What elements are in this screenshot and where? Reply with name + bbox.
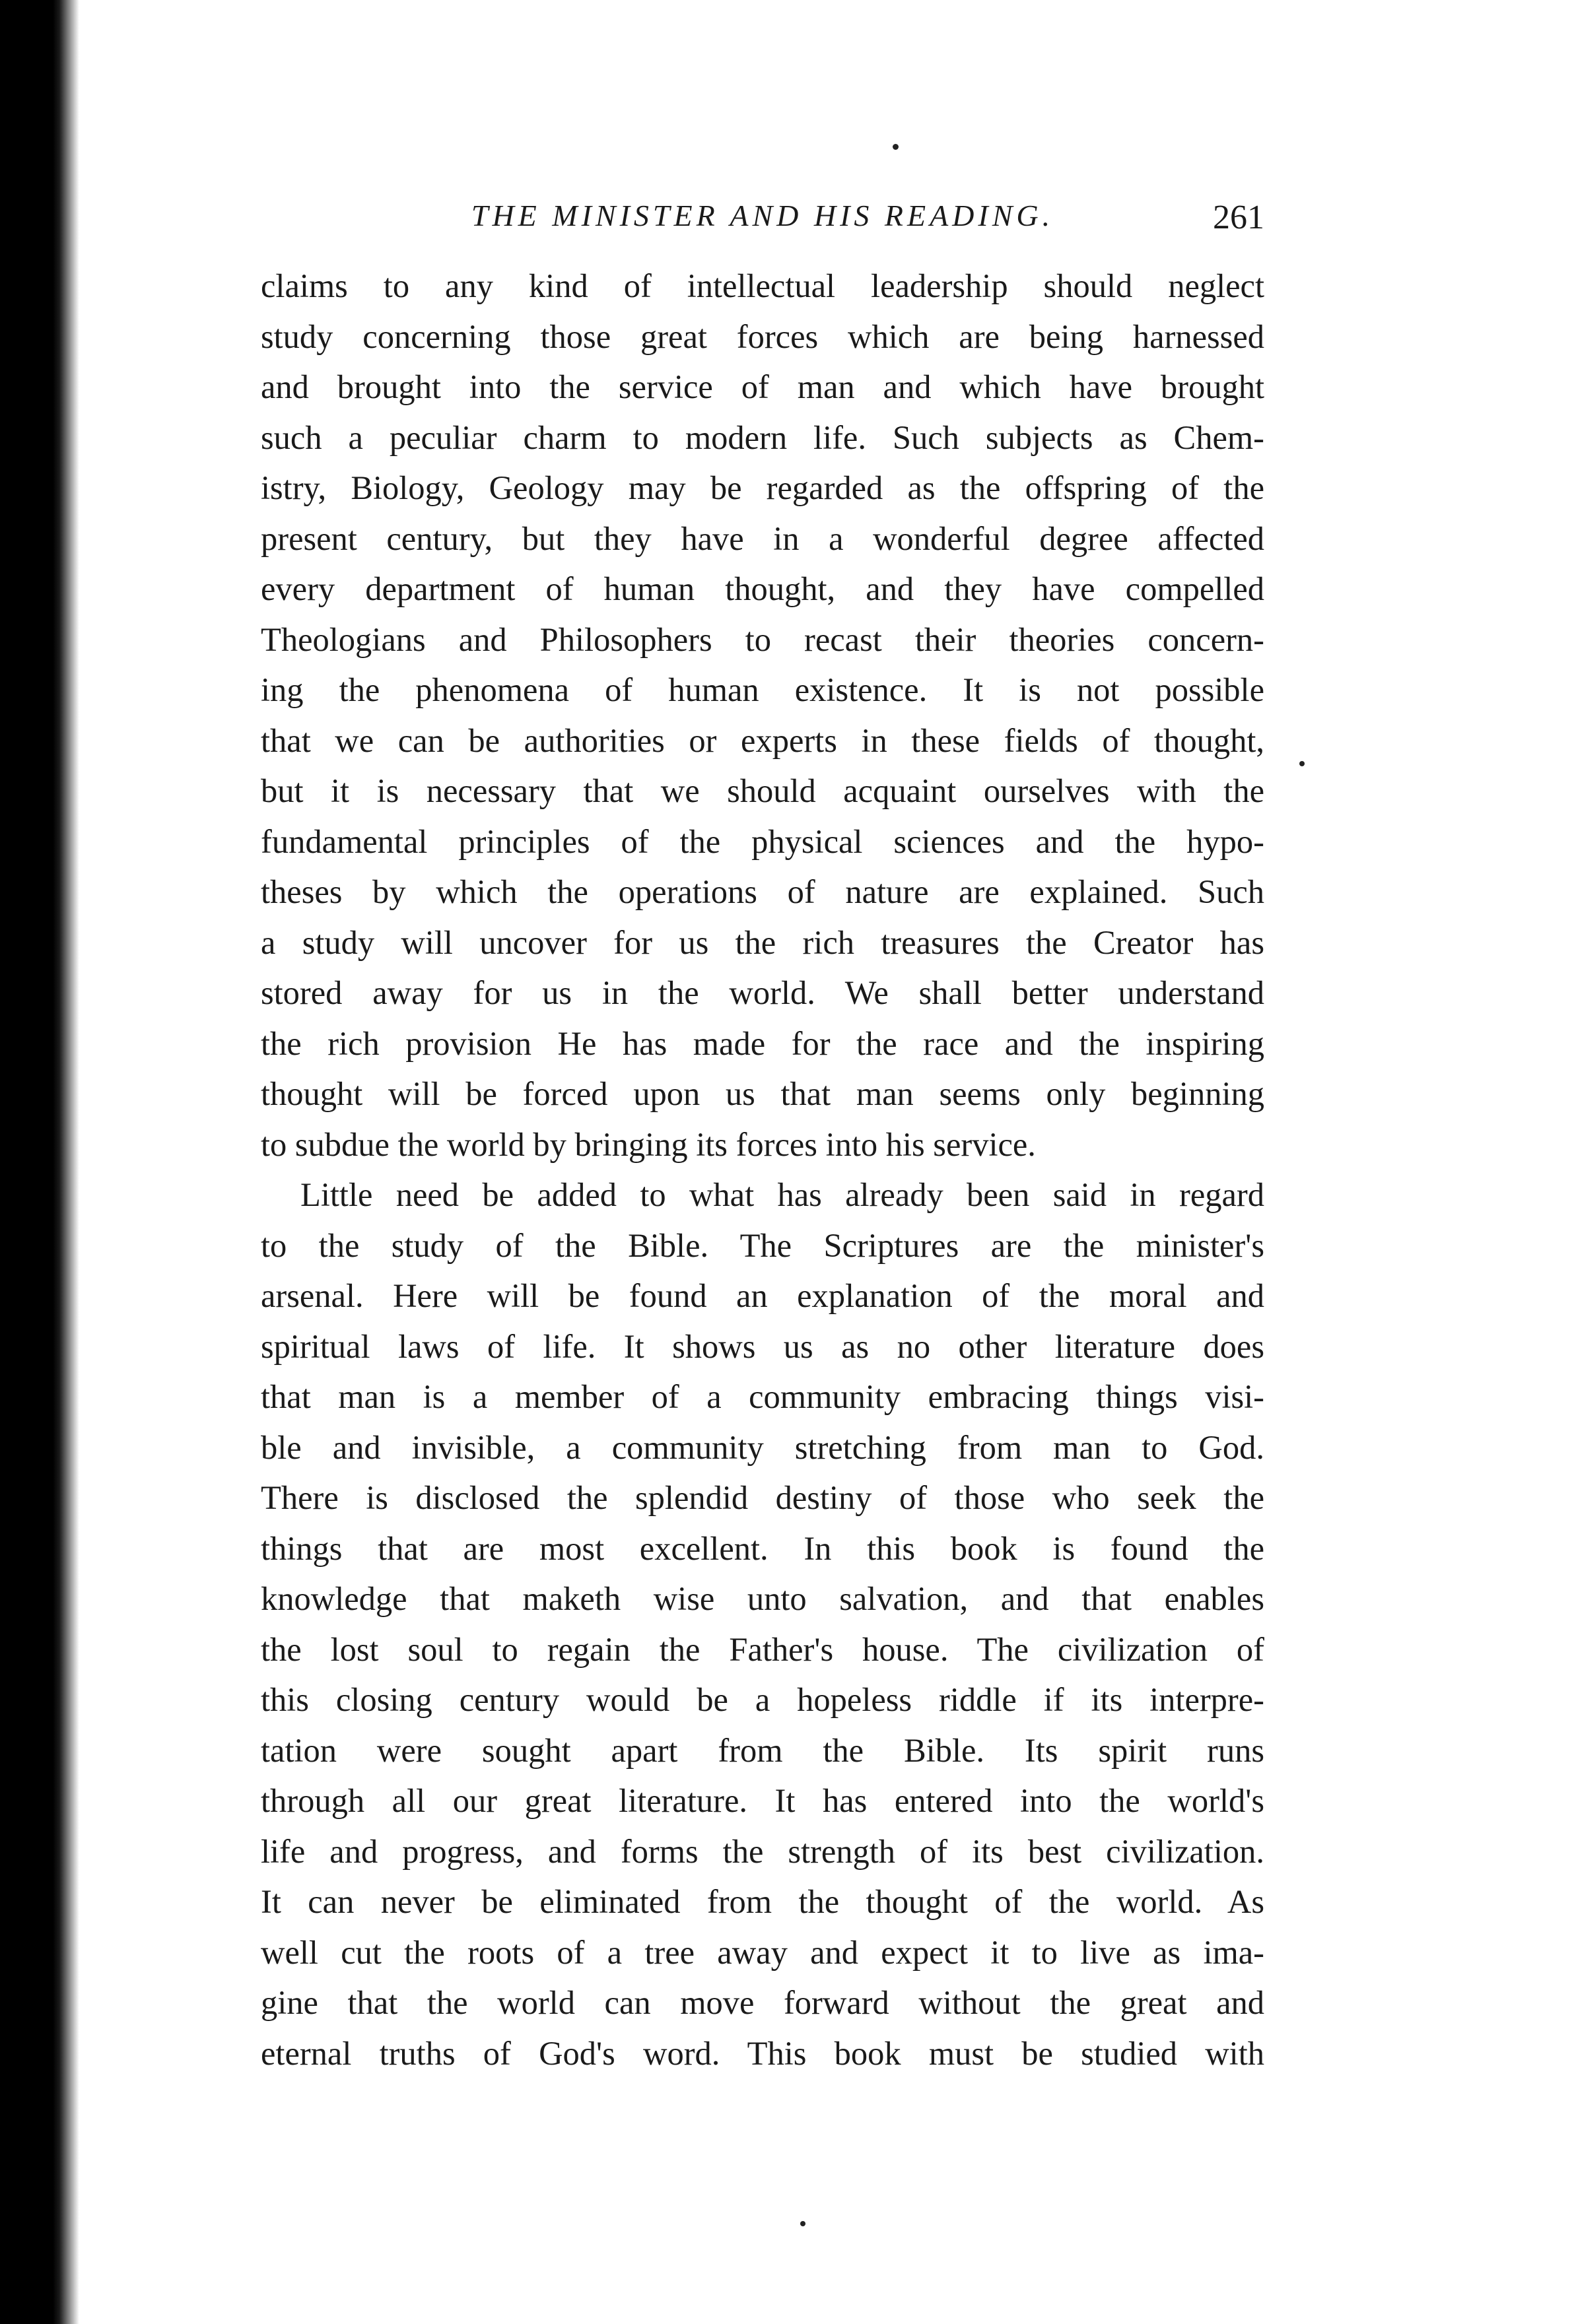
print-speck <box>1299 761 1305 766</box>
page-binding-edge <box>0 0 79 2324</box>
text-line: stored away for us in the world. We shall better understand <box>261 974 1264 1011</box>
text-line: There is disclosed the splendid destiny of those who seek the <box>261 1479 1264 1516</box>
text-line: knowledge that maketh wise unto salvation, and that enables <box>261 1580 1264 1617</box>
paragraph <box>261 1170 1264 2078</box>
text-line: a study will uncover for us the rich treasures the Creator has <box>261 923 1264 961</box>
text-line: fundamental principles of the physical sciences and the hypo- <box>261 822 1264 860</box>
text-line: to subdue the world by bringing its forces into his service. <box>261 1125 1036 1163</box>
text-line: through all our great literature. It has entered into the world's <box>261 1782 1264 1819</box>
text-line: It can never be eliminated from the thought of the world. As <box>261 1883 1264 1920</box>
text-line: study concerning those great forces which are being harnessed <box>261 317 1264 355</box>
text-line: that we can be authorities or experts in these fields of thought, <box>261 721 1264 759</box>
text-line: Little need be added to what has already been said in regard <box>300 1176 1264 1213</box>
text-line: arsenal. Here will be found an explanation of the moral and <box>261 1277 1264 1314</box>
text-line: well cut the roots of a tree away and expect it to live as ima- <box>261 1933 1264 1971</box>
text-line: istry, Biology, Geology may be regarded as the offspring of the <box>261 469 1264 506</box>
text-line: but it is necessary that we should acquaint ourselves with the <box>261 772 1264 809</box>
text-line: Theologians and Philosophers to recast their theories concern- <box>261 620 1264 658</box>
text-line: life and progress, and forms the strength of its best civilization. <box>261 1832 1264 1870</box>
text-line: present century, but they have in a wonderful degree affected <box>261 519 1264 557</box>
text-line: spiritual laws of life. It shows us as no other literature does <box>261 1327 1264 1365</box>
text-line: to the study of the Bible. The Scriptures are the minister's <box>261 1226 1264 1264</box>
text-line: the rich provision He has made for the race and the inspiring <box>261 1024 1264 1062</box>
text-line: thought will be forced upon us that man seems only beginning <box>261 1075 1264 1112</box>
text-line: gine that the world can move forward without the great and <box>261 1984 1264 2021</box>
page-number: 261 <box>1213 199 1264 236</box>
text-line: the lost soul to regain the Father's house. The civilization of <box>261 1630 1264 1668</box>
text-line: theses by which the operations of nature are explained. Such <box>261 873 1264 910</box>
print-speck <box>893 144 899 150</box>
text-line: tation were sought apart from the Bible. Its spirit runs <box>261 1731 1264 1769</box>
text-line: things that are most excellent. In this book is found the <box>261 1529 1264 1567</box>
page-header <box>261 198 1264 251</box>
print-speck <box>800 2221 805 2226</box>
text-line: eternal truths of God's word. This book must be studied with <box>261 2034 1264 2072</box>
text-line: and brought into the service of man and which have brought <box>261 368 1264 405</box>
text-line: this closing century would be a hopeless riddle if its interpre- <box>261 1681 1264 1718</box>
text-line: every department of human thought, and they have compelled <box>261 570 1264 607</box>
text-line: such a peculiar charm to modern life. Such subjects as Chem- <box>261 418 1264 456</box>
text-line: that man is a member of a community embracing things visi- <box>261 1378 1264 1415</box>
text-line: claims to any kind of intellectual leadership should neglect <box>261 267 1264 304</box>
body-text <box>261 261 1264 2078</box>
running-title: THE MINISTER AND HIS READING. <box>471 199 1054 232</box>
paragraph <box>261 261 1264 1170</box>
text-line: ble and invisible, a community stretching from man to God. <box>261 1428 1264 1466</box>
text-line: ing the phenomena of human existence. It is not possible <box>261 671 1264 708</box>
